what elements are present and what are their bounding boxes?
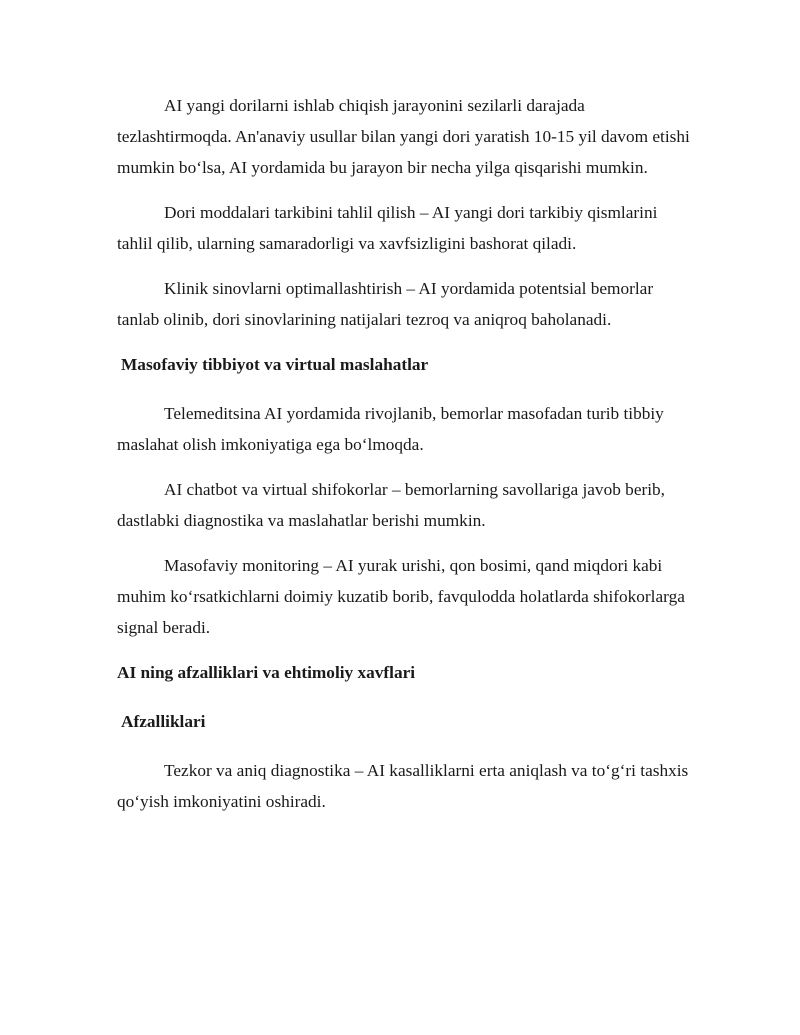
paragraph-drug-composition: Dori moddalari tarkibini tahlil qilish – AI yangi dori tarkibiy qismlarini tahlil qilib, ularning samaradorligi va xavfsizligini bashorat qiladi.: [117, 203, 658, 253]
paragraph-telemedicine: Telemeditsina AI yordamida rivojlanib, bemorlar masofadan turib tibbiy maslahat olish imkoniyatiga ega bo‘lmoqda.: [117, 404, 664, 454]
heading-telemedicine: Masofaviy tibbiyot va virtual maslahatlar: [121, 355, 429, 374]
heading-advantages: Afzalliklari: [121, 712, 206, 731]
paragraph-drug-development: AI yangi dorilarni ishlab chiqish jarayonini sezilarli darajada tezlashtirmoqda. An'anaviy usullar bilan yangi dori yaratish 10-15 yil davom etishi mumkin bo‘lsa, AI yordamida bu jarayon bir necha yilga qisqarishi mumkin.: [117, 96, 690, 177]
paragraph-clinical-trials: Klinik sinovlarni optimallashtirish – AI yordamida potentsial bemorlar tanlab olinib, dori sinovlarining natijalari tezroq va aniqroq baholanadi.: [117, 279, 654, 329]
paragraph-chatbot: AI chatbot va virtual shifokorlar – bemorlarning savollariga javob berib, dastlabki diagnostika va maslahatlar berishi mumkin.: [117, 480, 666, 530]
paragraph-remote-monitoring: Masofaviy monitoring – AI yurak urishi, qon bosimi, qand miqdori kabi muhim ko‘rsatkichlarni doimiy kuzatib borib, favqulodda holatlarda shifokorlarga signal beradi.: [117, 556, 685, 637]
paragraph-fast-diagnostics: Tezkor va aniq diagnostika – AI kasalliklarni erta aniqlash va to‘g‘ri tashxis qo‘yish imkoniyatini oshiradi.: [117, 761, 689, 811]
heading-advantages-risks: AI ning afzalliklari va ehtimoliy xavflari: [117, 663, 416, 682]
document-page: [117, 90, 697, 831]
